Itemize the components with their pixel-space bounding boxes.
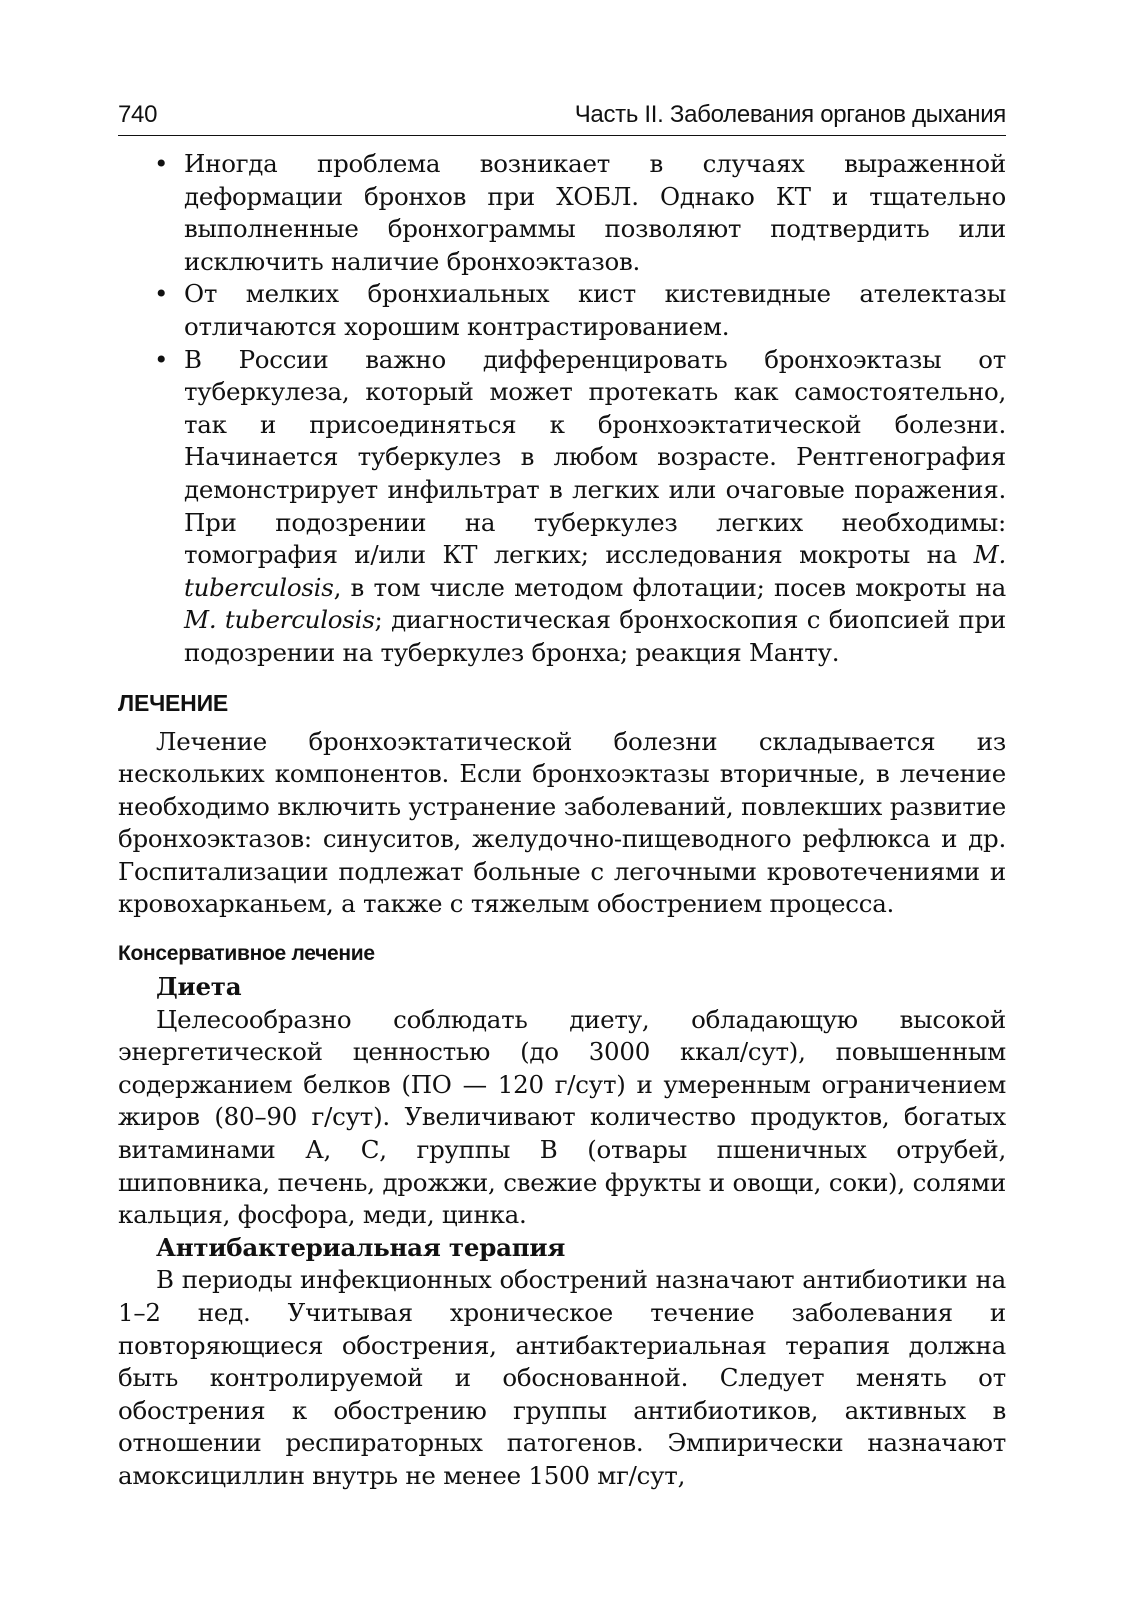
page-content <box>118 148 1006 1493</box>
running-title: Часть II. Заболевания органов дыхания <box>574 101 1006 128</box>
bullet-text: , в том числе методом флотации; посев мокроты на <box>333 572 1006 602</box>
book-page <box>118 100 1006 1493</box>
bullet-item <box>118 344 1006 670</box>
bullet-item: • Иногда проблема возникает в случаях выраженной деформации бронхов при ХОБЛ. Однако КТ и тщательно выполненные бронхограммы позволяют подтвердить или исключить наличие бронхоэктазов. <box>118 148 1006 278</box>
treatment-paragraph: Лечение бронхоэктатической болезни складывается из нескольких компонентов. Если бронхоэктазы вторичные, в лечение необходимо включить устранение заболеваний, повлекших развитие бронхоэктазов: синуситов, желудочно-пищеводного рефлюкса и др. Госпитализации подлежат больные с легочными кровотечениями и кровохарканьем, а также с тяжелым обострением процесса. <box>118 726 1006 919</box>
heading-antibacterial-therapy: Антибактериальная терапия <box>156 1232 566 1262</box>
bullet-list <box>118 148 1006 670</box>
antibacterial-paragraph: В периоды инфекционных обострений назначают антибиотики на 1–2 нед. Учитывая хроническое течение заболевания и повторяющиеся обострения, антибактериальная терапия должна быть контролируемой и обоснованной. Следует менять от обострения к обострению группы антибиотиков, активных в отношении респираторных патогенов. Эмпирически назначают амоксициллин внутрь не менее 1500 мг/сут, <box>118 1265 1006 1490</box>
bullet-italic-term: M. tuberculosis <box>184 605 375 635</box>
diet-paragraph: Целесообразно соблюдать диету, обладающую высокой энергетической ценностью (до 3000 ккал/сут), повышенным содержанием белков (ПО — 120 г/сут) и умеренным ограничением жиров (80–90 г/сут). Увеличивают количество продуктов, богатых витаминами А, С, группы В (отвары пшеничных отрубей, шиповника, печень, дрожжи, свежие фрукты и овощи, соки), солями кальция, фосфора, меди, цинка. <box>118 1004 1006 1230</box>
bullet-text: В России важно дифференцировать бронхоэктазы от туберкулеза, который может протекать как самостоятельно, так и присоединяться к бронхоэктатической болезни. Начинается туберкулез в любом возрасте. Рентгенография демонстрирует инфильтрат в легких или очаговые поражения. При подозрении на туберкулез легких необходимы: томография и/или КТ легких; исследования мокроты на <box>184 344 1006 570</box>
bullet-text: ; диагностическая бронхоскопия с биопсией при подозрении на туберкулез бронха; реакция Манту. <box>184 605 1006 667</box>
running-header <box>118 100 1006 136</box>
page-number: 740 <box>118 101 158 128</box>
subsection-heading-conservative: Консервативное лечение <box>118 942 375 966</box>
bullet-item: • От мелких бронхиальных кист кистевидные ателектазы отличаются хорошим контрастированием. <box>118 278 1006 343</box>
section-heading-treatment: ЛЕЧЕНИЕ <box>118 689 229 716</box>
bullet-italic-term: M. tuberculosis <box>184 540 1006 602</box>
heading-diet: Диета <box>156 972 242 1002</box>
